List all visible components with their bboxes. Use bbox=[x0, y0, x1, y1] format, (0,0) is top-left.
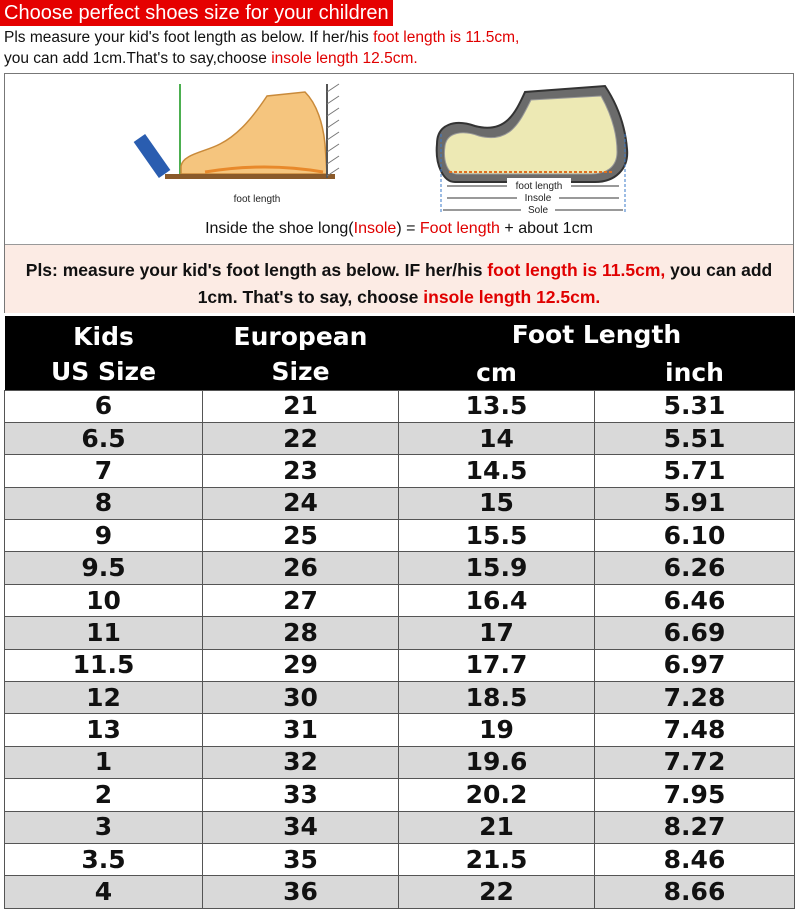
table-row bbox=[5, 455, 795, 487]
note-text bbox=[19, 257, 779, 311]
eu-size-cell: 35 bbox=[203, 843, 399, 875]
cm-cell: 21.5 bbox=[399, 843, 595, 875]
header-inch: inch bbox=[595, 354, 795, 390]
eu-size-cell: 22 bbox=[203, 422, 399, 454]
size-table bbox=[4, 316, 795, 909]
header-us-size: US Size bbox=[5, 354, 203, 390]
note-insole-length: insole length 12.5cm. bbox=[423, 287, 601, 307]
inch-cell: 5.91 bbox=[595, 487, 795, 519]
shoe-foot-length-label: foot length bbox=[515, 181, 563, 192]
cm-cell: 17 bbox=[399, 617, 595, 649]
size-rows bbox=[5, 390, 795, 908]
table-row bbox=[5, 746, 795, 778]
table-row bbox=[5, 714, 795, 746]
header-cm: cm bbox=[399, 354, 595, 390]
floor-board bbox=[165, 174, 335, 179]
us-size-cell: 12 bbox=[5, 682, 203, 714]
cm-cell: 20.2 bbox=[399, 779, 595, 811]
cm-cell: 15 bbox=[399, 487, 595, 519]
eu-size-cell: 36 bbox=[203, 876, 399, 908]
us-size-cell: 11 bbox=[5, 617, 203, 649]
page-title: Choose perfect shoes size for your children bbox=[0, 0, 393, 26]
foot-length-label: foot length bbox=[233, 194, 281, 205]
table-row bbox=[5, 779, 795, 811]
inch-cell: 7.95 bbox=[595, 779, 795, 811]
caption-foot-length: Foot length bbox=[419, 220, 500, 237]
table-row bbox=[5, 843, 795, 875]
cm-cell: 13.5 bbox=[399, 390, 595, 422]
inch-cell: 6.97 bbox=[595, 649, 795, 681]
cm-cell: 22 bbox=[399, 876, 595, 908]
header-kids: Kids bbox=[5, 316, 203, 354]
table-row bbox=[5, 649, 795, 681]
table-row bbox=[5, 811, 795, 843]
us-size-cell: 3.5 bbox=[5, 843, 203, 875]
inch-cell: 7.28 bbox=[595, 682, 795, 714]
measurement-note bbox=[5, 244, 793, 313]
cm-cell: 21 bbox=[399, 811, 595, 843]
us-size-cell: 9 bbox=[5, 520, 203, 552]
us-size-cell: 11.5 bbox=[5, 649, 203, 681]
inch-cell: 7.72 bbox=[595, 746, 795, 778]
cm-cell: 19 bbox=[399, 714, 595, 746]
us-size-cell: 7 bbox=[5, 455, 203, 487]
eu-size-cell: 31 bbox=[203, 714, 399, 746]
table-row bbox=[5, 584, 795, 616]
foot-measure-illustration bbox=[5, 74, 793, 244]
intro-insole-length: insole length 12.5cm. bbox=[271, 50, 418, 67]
eu-size-cell: 29 bbox=[203, 649, 399, 681]
eu-size-cell: 32 bbox=[203, 746, 399, 778]
note-part: you can add 1cm. That's to say, choose bbox=[197, 260, 773, 307]
cm-cell: 17.7 bbox=[399, 649, 595, 681]
inch-cell: 8.66 bbox=[595, 876, 795, 908]
us-size-cell: 1 bbox=[5, 746, 203, 778]
cm-cell: 14.5 bbox=[399, 455, 595, 487]
inch-cell: 6.26 bbox=[595, 552, 795, 584]
eu-size-cell: 34 bbox=[203, 811, 399, 843]
size-chart bbox=[4, 316, 794, 909]
ruler-block-icon bbox=[134, 134, 171, 178]
table-row bbox=[5, 617, 795, 649]
inch-cell: 5.71 bbox=[595, 455, 795, 487]
us-size-cell: 4 bbox=[5, 876, 203, 908]
insole-label: Insole bbox=[524, 193, 552, 204]
intro-foot-length: foot length is 11.5cm, bbox=[373, 29, 520, 46]
table-row bbox=[5, 422, 795, 454]
cm-cell: 19.6 bbox=[399, 746, 595, 778]
cm-cell: 15.9 bbox=[399, 552, 595, 584]
eu-size-cell: 26 bbox=[203, 552, 399, 584]
header-foot-length: Foot Length bbox=[399, 316, 795, 354]
eu-size-cell: 21 bbox=[203, 390, 399, 422]
eu-size-cell: 30 bbox=[203, 682, 399, 714]
eu-size-cell: 23 bbox=[203, 455, 399, 487]
caption-part: + about 1cm bbox=[499, 220, 593, 237]
table-row bbox=[5, 520, 795, 552]
intro-text bbox=[4, 27, 519, 69]
us-size-cell: 9.5 bbox=[5, 552, 203, 584]
us-size-cell: 8 bbox=[5, 487, 203, 519]
measurement-diagram bbox=[4, 73, 794, 313]
cm-cell: 16.4 bbox=[399, 584, 595, 616]
table-row bbox=[5, 682, 795, 714]
inch-cell: 7.48 bbox=[595, 714, 795, 746]
sole-label: Sole bbox=[527, 205, 549, 216]
us-size-cell: 6.5 bbox=[5, 422, 203, 454]
intro-line2: you can add 1cm.That's to say,choose bbox=[4, 50, 272, 67]
foot-icon bbox=[181, 92, 327, 174]
note-foot-length: foot length is 11.5cm, bbox=[487, 260, 666, 280]
table-row bbox=[5, 390, 795, 422]
eu-size-cell: 27 bbox=[203, 584, 399, 616]
foot-in-shoe-icon bbox=[445, 96, 618, 174]
table-row bbox=[5, 552, 795, 584]
eu-size-cell: 25 bbox=[203, 520, 399, 552]
eu-size-cell: 33 bbox=[203, 779, 399, 811]
inch-cell: 6.10 bbox=[595, 520, 795, 552]
eu-size-cell: 24 bbox=[203, 487, 399, 519]
inch-cell: 5.31 bbox=[595, 390, 795, 422]
note-part: Pls: measure your kid's foot length as below. IF her/his bbox=[25, 260, 488, 280]
inch-cell: 5.51 bbox=[595, 422, 795, 454]
table-row bbox=[5, 487, 795, 519]
table-row bbox=[5, 876, 795, 908]
caption-part: ) = bbox=[396, 220, 420, 237]
caption-insole: Insole bbox=[353, 220, 397, 237]
us-size-cell: 10 bbox=[5, 584, 203, 616]
us-size-cell: 6 bbox=[5, 390, 203, 422]
intro-line1: Pls measure your kid's foot length as below. If her/his bbox=[4, 29, 374, 46]
cm-cell: 18.5 bbox=[399, 682, 595, 714]
inch-cell: 8.46 bbox=[595, 843, 795, 875]
cm-cell: 14 bbox=[399, 422, 595, 454]
inch-cell: 6.46 bbox=[595, 584, 795, 616]
us-size-cell: 2 bbox=[5, 779, 203, 811]
us-size-cell: 13 bbox=[5, 714, 203, 746]
header-european: European bbox=[203, 316, 399, 354]
eu-size-cell: 28 bbox=[203, 617, 399, 649]
us-size-cell: 3 bbox=[5, 811, 203, 843]
cm-cell: 15.5 bbox=[399, 520, 595, 552]
inch-cell: 8.27 bbox=[595, 811, 795, 843]
inch-cell: 6.69 bbox=[595, 617, 795, 649]
header-size: Size bbox=[203, 354, 399, 390]
caption-part: Inside the shoe long( bbox=[205, 220, 354, 237]
diagram-caption bbox=[5, 220, 793, 238]
